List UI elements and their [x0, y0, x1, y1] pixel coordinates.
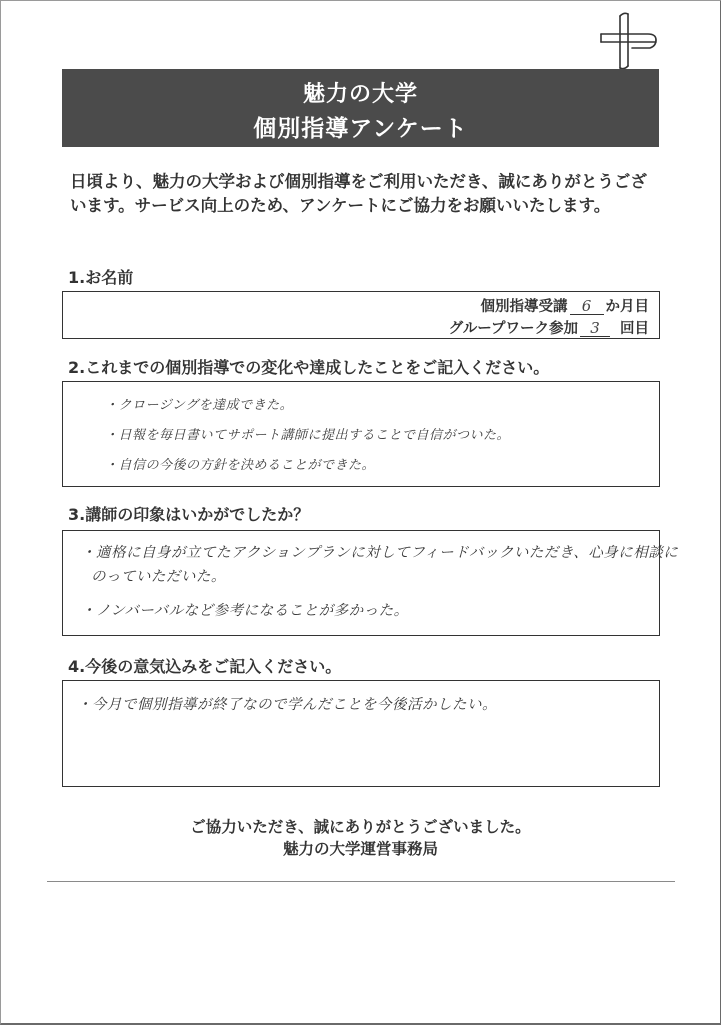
q2-answer-line-1: ・クロージングを達成できた。 [105, 398, 294, 413]
q1-name-box[interactable] [62, 291, 660, 339]
q3-answer-line-1: ・適格に自身が立てたアクションプランに対してフィードバックいただき、心身に相談に [81, 545, 679, 561]
closing-thanks: ご協力いただき、誠にありがとうございました。 [190, 818, 531, 836]
group-line [449, 317, 649, 338]
q2-answer-box[interactable] [62, 381, 660, 487]
q3-answer-box[interactable] [62, 530, 679, 636]
sessions-line [481, 295, 650, 316]
q2-answer-line-2: ・日報を毎日書いてサポート講師に提出することで自信がついた。 [105, 428, 511, 443]
q4-answer-box[interactable] [62, 680, 660, 787]
intro-text: 日頃より、魅力の大学および個別指導をご利用いただき、誠にありがとうございます。サービス向上のため、アンケートにご協力をお願いいたします。 [70, 172, 647, 215]
header-title-line1: 魅力の大学 [302, 82, 418, 107]
q3-answer-line-2: のっていただいた。 [91, 569, 226, 585]
survey-header [62, 69, 659, 147]
q2-answer-line-3: ・自信の今後の方針を決めることができた。 [105, 458, 376, 473]
q3-answer-line-3: ・ノンバーバルなど参考になることが多かった。 [81, 603, 409, 619]
q2-label: 2.これまでの個別指導での変化や達成したことをご記入ください。 [68, 358, 550, 377]
footer-divider [47, 881, 675, 882]
sessions-unit: か月目 [605, 299, 649, 315]
closing-office: 魅力の大学運営事務局 [282, 840, 438, 858]
q3-label: 3.講師の印象はいかがでしたか？ [68, 505, 310, 524]
q1-label: 1.お名前 [68, 268, 134, 287]
plus-lines-logo-icon [598, 12, 660, 70]
group-unit: 回目 [620, 321, 649, 337]
group-value[interactable]: 3 [580, 320, 610, 337]
sessions-value[interactable]: 6 [570, 298, 604, 315]
group-label: グループワーク参加 [448, 321, 578, 337]
sessions-label: 個別指導受講 [480, 299, 568, 315]
q4-answer-line-1: ・今月で個別指導が終了なので学んだことを今後活かしたい。 [77, 697, 497, 713]
header-title-line2: 個別指導アンケート [253, 116, 468, 142]
q4-label: 4.今後の意気込みをご記入ください。 [68, 657, 342, 676]
